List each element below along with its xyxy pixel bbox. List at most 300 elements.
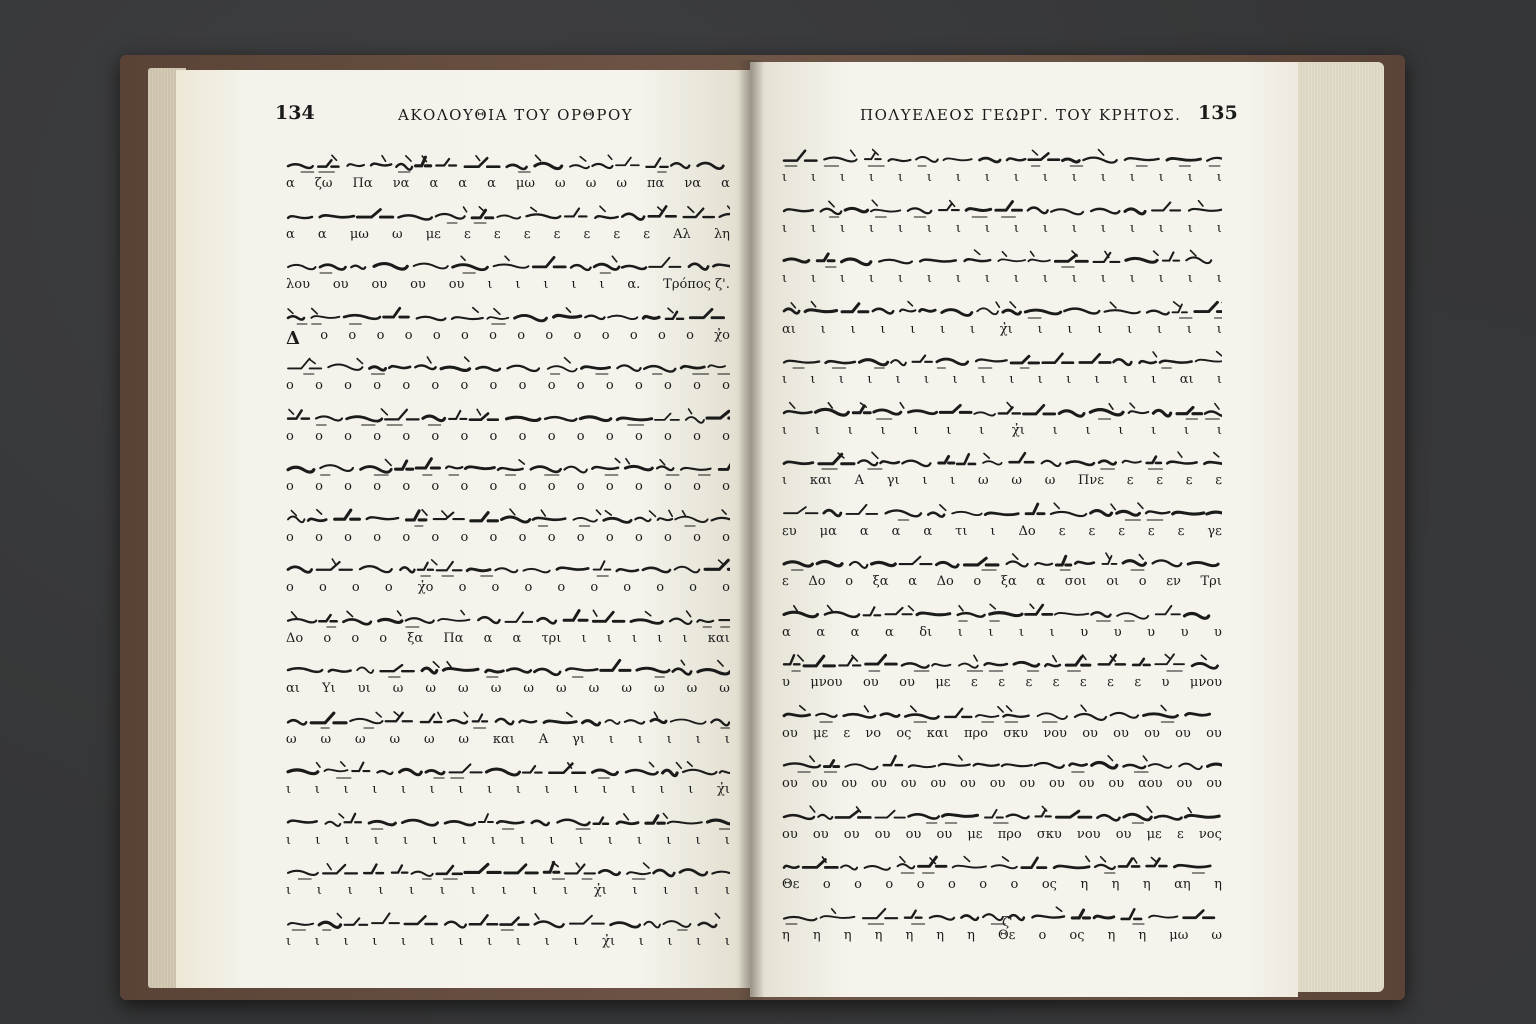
- neume-mark: [957, 454, 975, 464]
- neume-mark: [902, 461, 930, 466]
- syllable: ε: [782, 574, 789, 589]
- neume-staff: [782, 146, 1222, 168]
- neume-mark: [592, 164, 612, 168]
- neume-accent: [600, 206, 605, 211]
- syllable: ζω: [314, 176, 333, 191]
- syllable: ε: [583, 226, 591, 242]
- syllable: ι: [847, 422, 853, 438]
- syllable: μνου: [810, 675, 843, 690]
- syllable-row: [782, 524, 1222, 539]
- syllable: ι: [820, 321, 826, 337]
- neume-mark: [631, 619, 662, 623]
- neume-mark: [437, 562, 462, 570]
- chant-line: [782, 449, 1222, 495]
- syllable-row: [782, 675, 1222, 690]
- neume-mark: [361, 467, 392, 473]
- neume-accent: [541, 510, 545, 516]
- syllable: ε: [493, 226, 501, 242]
- syllable: ο: [460, 378, 469, 393]
- neume-accent: [624, 813, 629, 819]
- syllable: Υι: [321, 681, 336, 696]
- neume-mark: [708, 365, 725, 367]
- syllable: ου: [871, 776, 887, 791]
- neume-mark: [671, 719, 706, 723]
- syllable: η: [874, 927, 883, 943]
- syllable: ου: [874, 826, 891, 842]
- syllable: ι: [926, 271, 933, 286]
- neume-accent: [612, 256, 616, 262]
- neume-row: [286, 859, 730, 881]
- neume-mark: [369, 367, 385, 370]
- syllable: ι: [724, 883, 730, 898]
- syllable: ι: [695, 731, 701, 747]
- neume-mark: [426, 770, 444, 774]
- neume-mark: [707, 411, 730, 418]
- neume-mark: [880, 461, 898, 463]
- syllable: ι: [782, 422, 788, 438]
- neume-mark: [1097, 815, 1119, 820]
- neume-mark: [617, 417, 652, 419]
- neume-mark: [673, 669, 691, 675]
- syllable: μω: [515, 176, 535, 191]
- syllable: ι: [343, 782, 349, 797]
- neume-mark: [443, 669, 478, 671]
- syllable: ι: [950, 473, 956, 488]
- neume-mark: [985, 663, 1007, 665]
- neume-mark: [817, 254, 834, 261]
- neume-mark: [1105, 310, 1140, 313]
- syllable: γι: [886, 473, 900, 488]
- neume-mark: [826, 361, 855, 363]
- neume-mark: [288, 720, 306, 724]
- syllable: ο: [605, 378, 614, 393]
- syllable: ο: [686, 327, 694, 343]
- syllable: ι: [1187, 271, 1193, 286]
- book-gutter: [738, 60, 764, 1000]
- syllable: ο: [431, 428, 440, 444]
- neume-staff: [286, 657, 730, 679]
- syllable: ο: [576, 378, 585, 393]
- neume-mark: [523, 569, 549, 572]
- neume-mark: [1124, 814, 1151, 820]
- neume-mark: [1091, 510, 1112, 515]
- syllable: υι: [357, 681, 371, 696]
- syllable: ο: [489, 428, 498, 444]
- syllable: ι: [659, 782, 665, 797]
- neume-mark: [449, 410, 466, 418]
- syllable: ω: [719, 681, 730, 696]
- neume-mark: [622, 266, 646, 269]
- syllable: ο: [822, 877, 831, 892]
- neume-mark: [1055, 255, 1087, 261]
- syllable: α: [816, 624, 826, 640]
- syllable: ε: [1079, 675, 1087, 690]
- neume-mark: [637, 668, 669, 672]
- syllable: ε: [1215, 473, 1222, 488]
- neume-mark: [1185, 815, 1219, 817]
- syllable: ου: [811, 776, 828, 791]
- neume-mark: [377, 771, 392, 774]
- neume-mark: [350, 718, 382, 722]
- neume-staff: [286, 354, 730, 376]
- neume-mark: [908, 208, 931, 213]
- syllable: ο: [491, 580, 500, 595]
- syllable: ι: [632, 630, 638, 646]
- syllable: ι: [1013, 271, 1019, 286]
- syllable: ι: [632, 883, 638, 898]
- syllable: ι: [608, 731, 614, 747]
- neume-accent: [576, 863, 579, 867]
- neume-mark: [495, 568, 517, 572]
- syllable: α: [286, 176, 295, 191]
- neume-mark: [719, 461, 730, 470]
- syllable: η: [843, 927, 852, 943]
- neume-mark: [545, 417, 576, 421]
- syllable: ε: [1176, 826, 1184, 842]
- neume-mark: [445, 921, 466, 927]
- neume-accent: [663, 813, 667, 818]
- neume-accent: [974, 655, 977, 661]
- syllable: ι: [1186, 321, 1192, 337]
- syllable: ο: [431, 479, 440, 494]
- neume-mark: [996, 201, 1022, 210]
- neume-accent: [519, 460, 524, 464]
- syllable: ι: [666, 832, 672, 848]
- neume-mark: [1014, 662, 1039, 666]
- neume-accent: [911, 706, 916, 712]
- syllable: ι: [839, 170, 846, 185]
- neume-mark: [507, 366, 539, 371]
- neume-mark: [1163, 252, 1179, 260]
- syllable: α: [483, 630, 493, 646]
- syllable: ι: [607, 832, 613, 848]
- neume-accent: [828, 605, 833, 611]
- syllable: ο: [973, 574, 982, 589]
- syllable: ι: [979, 422, 985, 438]
- neume-mark: [1153, 410, 1170, 416]
- neume-mark: [713, 265, 730, 267]
- syllable: ω: [490, 681, 502, 696]
- syllable: ου: [1078, 776, 1095, 791]
- syllable: ου: [841, 776, 858, 791]
- syllable: ο: [547, 378, 556, 393]
- neume-mark: [364, 865, 383, 874]
- syllable: ου: [900, 776, 917, 791]
- syllable: ου: [960, 776, 976, 791]
- neume-mark: [958, 613, 985, 617]
- neume-mark: [1167, 462, 1196, 464]
- neume-mark: [416, 459, 439, 468]
- neume-mark: [344, 315, 380, 319]
- neume-staff: [286, 506, 730, 528]
- syllable: α: [884, 624, 894, 640]
- neume-mark: [940, 405, 971, 412]
- syllable: ι: [1067, 321, 1073, 337]
- neume-mark: [930, 915, 954, 919]
- neume-accent: [339, 813, 344, 817]
- neume-mark: [386, 712, 412, 720]
- syllable: η: [1214, 877, 1222, 892]
- neume-accent: [790, 402, 795, 408]
- syllable: ου: [1113, 725, 1129, 741]
- neume-mark: [952, 511, 982, 514]
- syllable: ε: [1126, 473, 1134, 488]
- neume-mark: [418, 563, 433, 570]
- neume-mark: [617, 569, 638, 571]
- neume-mark: [320, 465, 353, 471]
- neume-mark: [643, 316, 659, 318]
- neume-mark: [1075, 562, 1094, 564]
- syllable: ι: [969, 321, 976, 337]
- neume-mark: [836, 810, 870, 817]
- neume-mark: [919, 857, 946, 866]
- neume-accent: [654, 712, 657, 717]
- syllable: ι: [1118, 422, 1124, 438]
- syllable: Τρόπος ζ'.: [663, 277, 730, 292]
- syllable: ο: [605, 529, 614, 545]
- syllable: ο: [605, 428, 614, 444]
- syllable: ο: [373, 479, 382, 494]
- syllable: ω: [621, 681, 632, 696]
- syllable: ο: [384, 580, 393, 595]
- chant-line: [286, 455, 730, 501]
- neume-mark: [1125, 208, 1145, 213]
- neume-accent: [626, 459, 629, 464]
- neume-accent: [689, 409, 692, 414]
- syllable: ε: [613, 226, 621, 242]
- syllable-row: [286, 631, 730, 646]
- neume-mark: [566, 669, 597, 671]
- chant-line: [286, 253, 730, 299]
- neume-mark: [939, 456, 954, 463]
- syllable: ι: [724, 832, 730, 848]
- syllable: η: [967, 927, 975, 943]
- syllable: α: [721, 176, 730, 191]
- syllable: προ: [997, 826, 1022, 842]
- syllable: ι: [1094, 372, 1100, 387]
- neume-staff: [782, 752, 1222, 774]
- neume-mark: [985, 512, 1018, 514]
- neume-mark: [611, 922, 640, 927]
- neume-mark: [1173, 512, 1204, 514]
- neume-mark: [1051, 511, 1086, 515]
- syllable: ι: [487, 782, 493, 797]
- neume-mark: [288, 316, 304, 319]
- neume-mark: [1160, 361, 1192, 363]
- neume-row: [286, 152, 730, 174]
- syllable: ου: [371, 277, 388, 292]
- syllable: ι: [1100, 170, 1106, 185]
- syllable: ι: [286, 782, 292, 797]
- syllable: ου: [1082, 725, 1098, 741]
- neume-accent: [464, 712, 467, 716]
- neume-staff: [286, 253, 730, 275]
- neume-accent: [394, 711, 399, 715]
- neume-mark: [1090, 409, 1123, 414]
- syllable: ο: [348, 327, 357, 343]
- syllable: ω: [523, 681, 534, 696]
- syllable: αι: [782, 321, 796, 337]
- syllable: ο: [351, 580, 360, 595]
- neume-mark: [396, 461, 413, 469]
- neume-mark: [1067, 461, 1094, 464]
- neume-mark: [625, 720, 644, 723]
- syllable: ου: [930, 776, 947, 791]
- neume-mark: [905, 910, 922, 917]
- neume-row: [782, 449, 1222, 471]
- syllable: ι: [810, 372, 816, 387]
- neume-mark: [663, 921, 690, 927]
- syllable: και: [809, 473, 832, 488]
- syllable: ι: [1158, 220, 1164, 236]
- neume-mark: [866, 655, 897, 664]
- syllable: Δο: [286, 630, 304, 646]
- syllable: ου: [989, 776, 1006, 791]
- syllable: ι: [571, 277, 577, 292]
- neume-mark: [983, 914, 1003, 920]
- neume-accent: [447, 662, 451, 667]
- syllable: ι: [1066, 372, 1072, 387]
- neume-mark: [544, 862, 559, 872]
- syllable: Πα: [352, 176, 373, 191]
- neume-accent: [317, 509, 322, 513]
- neume-accent: [461, 256, 465, 260]
- syllable: ε: [523, 226, 531, 242]
- neume-mark: [470, 413, 498, 419]
- syllable: ου: [1176, 776, 1193, 791]
- syllable: νου: [1043, 725, 1067, 741]
- neume-mark: [644, 366, 675, 371]
- syllable: ι: [344, 832, 350, 848]
- syllable: ε: [971, 675, 978, 690]
- neume-mark: [1196, 360, 1222, 362]
- neume-accent: [681, 660, 684, 665]
- neume-accent: [1138, 503, 1143, 508]
- syllable: ω: [585, 176, 597, 191]
- syllable-row: [782, 322, 1222, 337]
- neume-mark: [821, 208, 842, 213]
- syllable: ι: [286, 832, 292, 848]
- syllable: να: [684, 176, 702, 191]
- neume-staff: [782, 449, 1222, 471]
- syllable: χ̓ι: [1011, 422, 1025, 438]
- syllable: ου: [936, 826, 953, 842]
- syllable: ω: [392, 226, 403, 242]
- syllable: λου: [286, 277, 310, 292]
- syllable: ο: [460, 479, 469, 494]
- syllable: ι: [990, 523, 996, 539]
- neume-accent: [998, 706, 1003, 711]
- neume-accent: [718, 661, 723, 666]
- syllable: ι: [955, 271, 962, 286]
- neume-mark: [423, 416, 445, 421]
- neume-staff: [782, 651, 1222, 673]
- neume-accent: [719, 560, 724, 564]
- syllable-row: [782, 473, 1222, 488]
- syllable: ι: [922, 473, 928, 488]
- neume-mark: [465, 467, 494, 469]
- neume-mark: [532, 820, 549, 824]
- chant-line: [782, 298, 1222, 344]
- syllable: ο: [402, 529, 411, 545]
- syllable: ι: [1216, 321, 1222, 337]
- neume-mark: [369, 821, 395, 825]
- neume-accent: [1007, 705, 1012, 710]
- syllable: α: [782, 624, 791, 640]
- neume-staff: [286, 607, 730, 629]
- neume-mark: [698, 670, 730, 674]
- syllable: Αλ: [673, 226, 691, 242]
- neume-mark: [288, 770, 318, 774]
- neume-mark: [445, 821, 475, 825]
- neume-mark: [367, 517, 398, 519]
- neume-accent: [644, 863, 649, 868]
- syllable: ο: [315, 529, 323, 545]
- neume-accent: [1031, 251, 1034, 256]
- neume-mark: [544, 720, 576, 722]
- neume-mark: [507, 669, 531, 673]
- syllable-row: [782, 625, 1222, 640]
- syllable: ο: [373, 378, 382, 393]
- neume-mark: [1007, 158, 1025, 160]
- neume-mark: [1124, 765, 1146, 768]
- neume-mark: [1149, 764, 1172, 768]
- syllable: ι: [543, 277, 549, 292]
- neume-accent: [1007, 402, 1012, 408]
- neume-row: [286, 253, 730, 275]
- neume-row: [286, 506, 730, 528]
- syllable: χ̓ι: [593, 883, 607, 898]
- syllable: ω: [423, 731, 435, 747]
- neume-accent: [1003, 857, 1009, 861]
- neume-mark: [1123, 461, 1141, 463]
- neume-mark: [784, 308, 799, 312]
- syllable-row: [782, 372, 1222, 387]
- syllable: ι: [913, 422, 919, 438]
- neume-accent: [1198, 200, 1202, 205]
- syllable-row: [286, 227, 730, 242]
- syllable: ου: [843, 826, 860, 842]
- syllable: ω: [458, 681, 469, 696]
- syllable: ου: [862, 675, 879, 690]
- neume-mark: [668, 821, 702, 823]
- syllable: ι: [1052, 422, 1058, 438]
- neume-mark: [720, 771, 730, 773]
- neume-row: [782, 500, 1222, 522]
- neume-accent: [872, 200, 877, 205]
- neume-mark: [784, 411, 811, 413]
- neume-mark: [1036, 809, 1051, 816]
- syllable: α: [429, 176, 439, 191]
- neume-accent: [959, 605, 963, 610]
- syllable: ο: [557, 580, 566, 595]
- neume-mark: [874, 409, 901, 413]
- syllable: λη: [713, 226, 730, 242]
- syllable: ι: [286, 933, 292, 949]
- neume-mark: [385, 409, 418, 419]
- syllable: ω: [1011, 473, 1022, 488]
- syllable: ε: [1185, 473, 1193, 488]
- syllable: ο: [656, 580, 665, 595]
- syllable: αου: [1138, 776, 1163, 791]
- syllable: ο: [518, 428, 527, 444]
- neume-mark: [1207, 158, 1222, 164]
- neume-accent: [1153, 352, 1156, 357]
- neume-mark: [505, 865, 538, 873]
- neume-mark: [942, 309, 972, 315]
- neume-accent: [1110, 302, 1116, 308]
- neume-mark: [1156, 605, 1180, 613]
